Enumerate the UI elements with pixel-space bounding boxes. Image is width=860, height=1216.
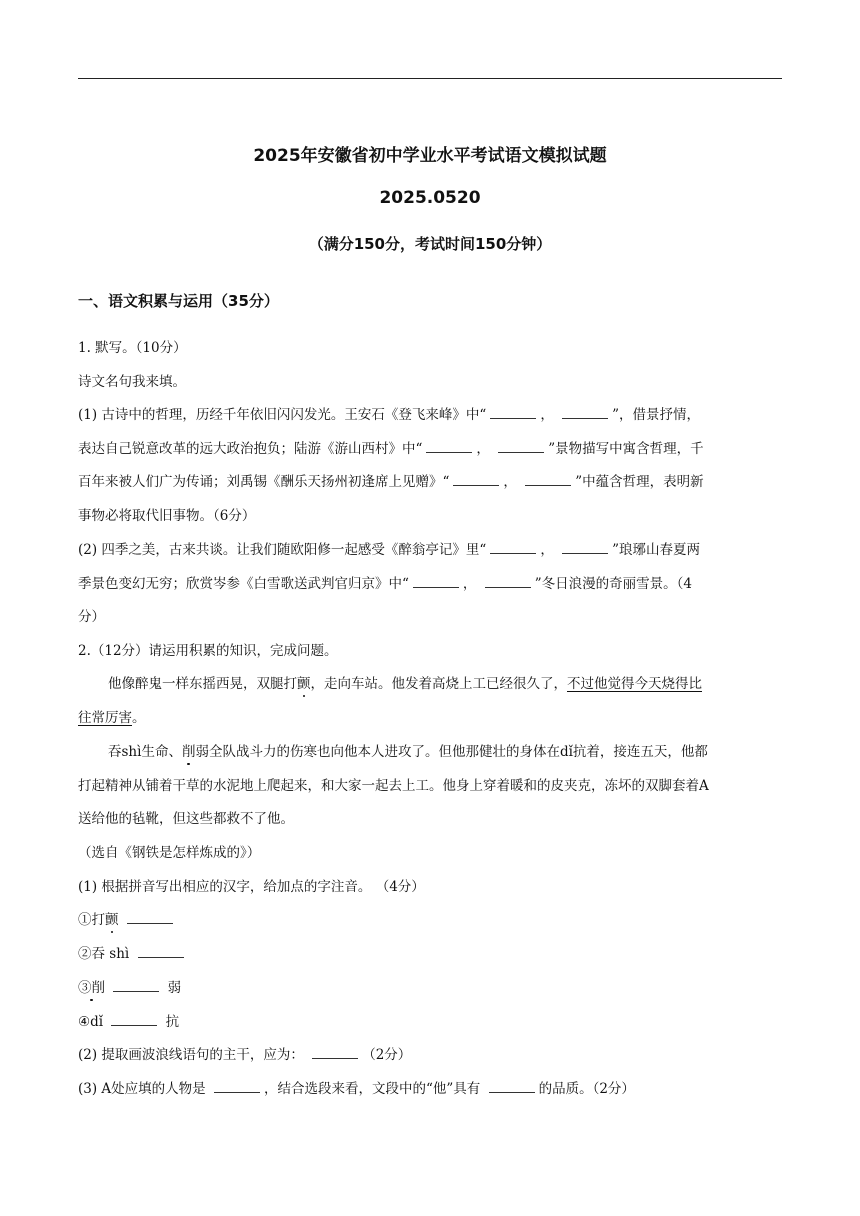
answer-blank[interactable] (214, 1080, 260, 1093)
answer-blank[interactable] (453, 473, 499, 486)
header-rule (78, 78, 782, 79)
dotted-char: ③削 (78, 980, 105, 996)
dotted-char: 颤 (105, 912, 119, 928)
answer-blank[interactable] (489, 1080, 535, 1093)
q2-title: 2.（12分）请运用积累的知识，完成问题。 (78, 643, 338, 659)
section-heading: 一、语文积累与运用（35分） (78, 292, 279, 310)
answer-blank[interactable] (562, 406, 608, 419)
q1-p2-line3: 分） (78, 609, 105, 625)
passage-line: 往常厉害。 (78, 710, 146, 726)
answer-blank[interactable] (111, 1013, 157, 1026)
passage-source: （选自《钢铁是怎样炼成的》） (78, 845, 261, 861)
answer-blank[interactable] (525, 473, 571, 486)
answer-blank[interactable] (312, 1046, 358, 1059)
q2-sub3: (3) A处应填的人物是 ，结合选段来看，文段中的“他”具有 的品质。（2分） (78, 1081, 635, 1097)
answer-blank[interactable] (413, 575, 459, 588)
option-1: ①打颤 (78, 911, 782, 929)
dotted-char: 颤 (297, 676, 311, 692)
exam-title: 2025年安徽省初中学业水平考试语文模拟试题 (253, 146, 607, 166)
passage-line: 送给他的毡靴，但这些都救不了他。 (78, 811, 294, 827)
q1-p1-line3: 百年来被人们广为传诵；刘禹锡《酬乐天扬州初逢席上见赠》“ ， ”中蕴含哲理，表明新 (78, 474, 704, 490)
answer-blank[interactable] (138, 945, 184, 958)
score-info: （满分150分，考试时间150分钟） (308, 235, 552, 253)
option-3: ③削 弱 (78, 980, 182, 996)
q1-p1-line2: 表达自己锐意改革的远大政治抱负；陆游《游山西村》中“ ， ”景物描写中寓含哲理，千 (78, 441, 704, 457)
answer-blank[interactable] (426, 440, 472, 453)
wavy-underlined-text: 不过他觉得今天烧得比 (567, 676, 702, 692)
exam-date: 2025.0520 (379, 188, 481, 208)
answer-blank[interactable] (498, 440, 544, 453)
answer-blank[interactable] (485, 575, 531, 588)
option-2: ②吞 shì (78, 945, 782, 963)
answer-blank[interactable] (490, 541, 536, 554)
passage-line: 他像醉鬼一样东摇西晃，双腿打颤，走向车站。他发着高烧上工已经很久了，不过他觉得今天烧得比 (108, 676, 702, 692)
passage-line: 吞shì生命、削弱全队战斗力的伤寒也向他本人进攻了。但他那健壮的身体在dǐ抗着，接连五天，他都 (108, 744, 708, 760)
q1-p1-line1: (1) 古诗中的哲理，历经千年依旧闪闪发光。王安石《登飞来峰》中“ ， ”，借景抒情， (78, 407, 701, 423)
q1-p2-line2: 季景色变幻无穷；欣赏岑参《白雪歌送武判官归京》中“ ， ”冬日浪漫的奇丽雪景。（4 (78, 576, 692, 592)
dotted-char: 削 (181, 744, 196, 760)
answer-blank[interactable] (127, 911, 173, 924)
q1-intro: 诗文名句我来填。 (78, 374, 186, 390)
answer-blank[interactable] (490, 406, 536, 419)
q1-p1-line4: 事物必将取代旧事物。（6分） (78, 508, 256, 524)
wavy-underlined-text: 往常厉害 (78, 710, 132, 726)
passage-line: 打起精神从铺着干草的水泥地上爬起来，和大家一起去上工。他身上穿着暖和的皮夹克，冻坏的双脚套着A (78, 778, 709, 794)
q2-sub1: (1) 根据拼音写出相应的汉字，给加点的字注音。 （4分） (78, 879, 425, 895)
option-4: ④dǐ 抗 (78, 1014, 180, 1030)
answer-blank[interactable] (113, 979, 159, 992)
answer-blank[interactable] (562, 541, 608, 554)
q1-p2-line1: (2) 四季之美，古来共谈。让我们随欧阳修一起感受《醉翁亭记》里“ ， ”琅琊山春夏两 (78, 542, 701, 558)
q2-sub2: (2) 提取画波浪线语句的主干，应为： （2分） (78, 1047, 412, 1063)
q1-title: 1. 默写。（10分） (78, 340, 187, 356)
